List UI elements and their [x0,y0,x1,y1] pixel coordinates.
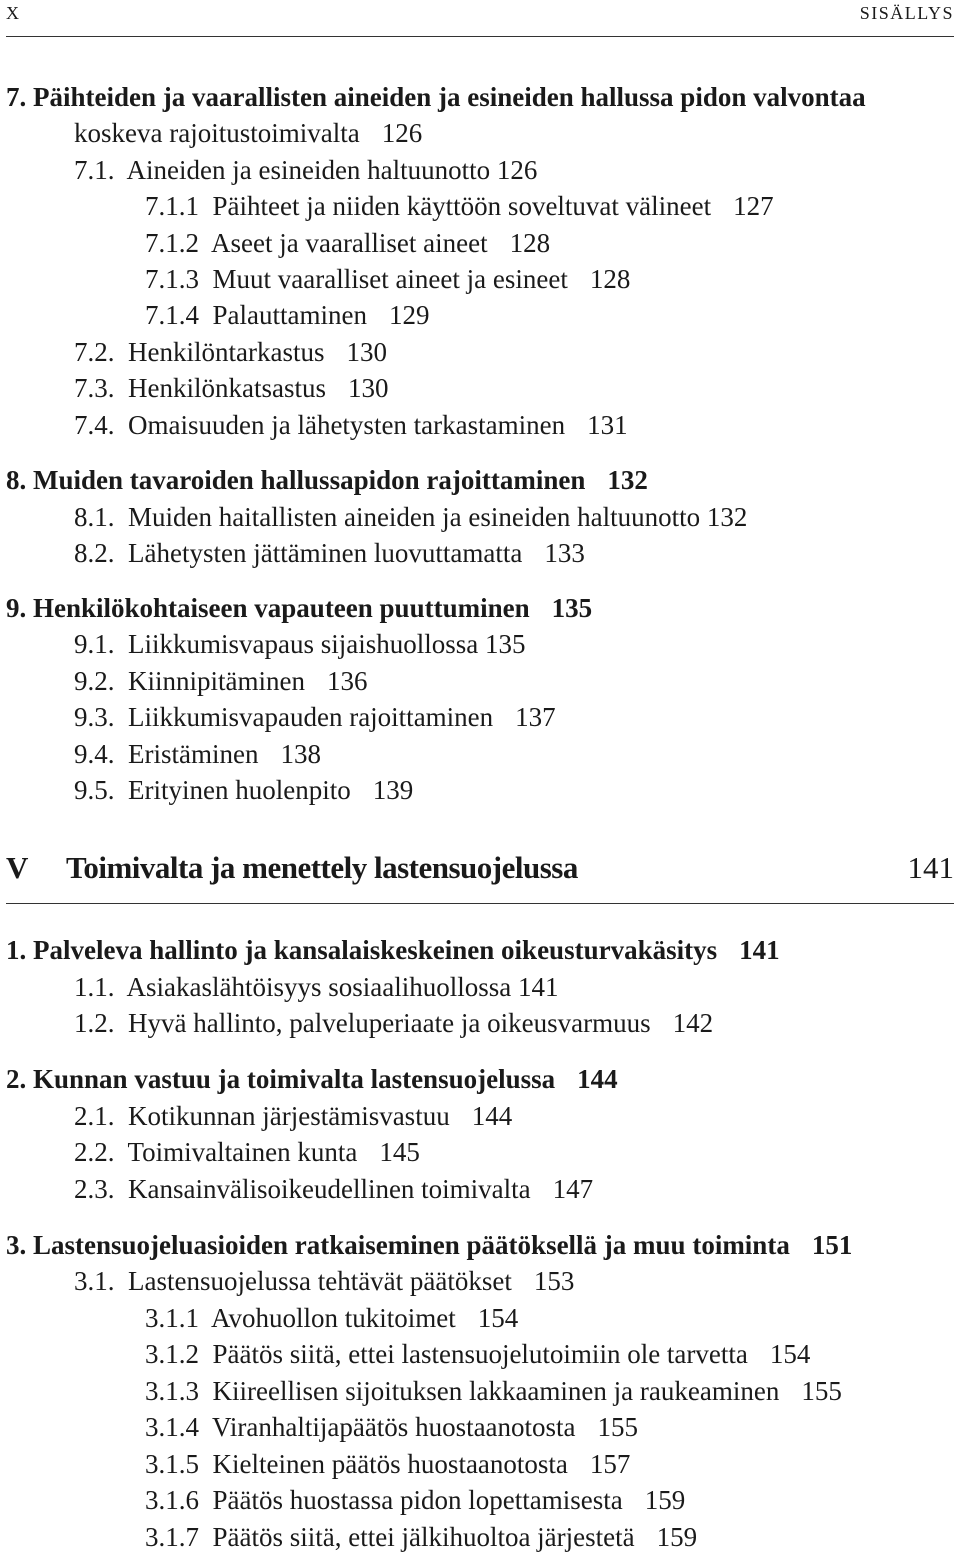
toc-entry [74,970,558,1004]
toc-entry-title: 3. Lastensuojeluasioiden ratkaiseminen päätöksellä ja muu toiminta [6,1230,790,1260]
toc-entry [145,189,774,223]
toc-entry-title: 2.1. Kotikunnan järjestämisvastuu [74,1101,450,1131]
toc-chapter-entry [6,463,648,497]
toc-entry-page: 144 [577,1064,618,1094]
toc-entry-page: 128 [589,264,631,294]
toc-entry-title: 3.1.3 Kiireellisen sijoituksen lakkaaminen ja raukeaminen [145,1376,780,1406]
part-number: V [6,850,29,885]
toc-entry-title: 3.1. Lastensuojelussa tehtävät päätökset [74,1266,512,1296]
toc-entry-title: 7.4. Omaisuuden ja lähetysten tarkastaminen [74,410,566,440]
toc-entry-title: 9.1. Liikkumisvapaus sijaishuollossa 135 [74,629,526,659]
toc-entry-title: 1. Palveleva hallinto ja kansalaiskeskeinen oikeusturvakäsitys [6,935,718,965]
toc-entry-title: 2.2. Toimivaltainen kunta [74,1137,358,1167]
toc-entry-page: 136 [326,666,368,696]
toc-entry-title: 3.1.1 Avohuollon tukitoimet [145,1303,456,1333]
toc-entry-title: 7. Päihteiden ja vaarallisten aineiden ja esineiden hallussa pidon valvontaa [6,82,866,112]
toc-entry-page: 127 [733,191,774,221]
toc-entry-title: 7.1.2 Aseet ja vaaralliset aineet [145,228,488,258]
toc-entry-page: 137 [515,702,556,732]
toc-entry-page: 159 [644,1485,686,1515]
part-page-number: 141 [907,850,954,885]
toc-entry-title: 7.1.1 Päihteet ja niiden käyttöön soveltuvat välineet [145,191,712,221]
toc-chapter-entry [6,933,780,967]
toc-entry-title: 7.1.4 Palauttaminen [145,300,367,330]
toc-entry-page: 153 [533,1266,575,1296]
running-head-left: X [6,3,21,23]
toc-entry-title: 8.2. Lähetysten jättäminen luovuttamatta [74,538,523,568]
toc-entry [74,116,422,150]
toc-entry-title: 7.1.3 Muut vaaralliset aineet ja esineet [145,264,568,294]
toc-entry-page: 130 [346,337,387,367]
toc-entry-page: 147 [552,1174,594,1204]
toc-entry [145,226,550,260]
toc-entry-page: 131 [587,410,628,440]
toc-entry-page: 138 [280,739,321,769]
toc-entry [74,1006,713,1040]
toc-chapter-entry [6,591,592,625]
toc-entry [145,1337,810,1371]
toc-entry [74,408,628,442]
toc-entry [145,1520,697,1554]
toc-entry-page: 135 [551,593,593,623]
toc-entry [74,335,387,369]
part-heading [6,850,954,890]
toc-entry [145,1374,842,1408]
toc-entry [74,500,747,534]
running-head-right: SISÄLLYS [859,3,954,23]
toc-entry [74,1135,420,1169]
toc-entry-title: 7.3. Henkilönkatsastus [74,373,326,403]
toc-entry [145,1483,685,1517]
toc-chapter-entry [6,1062,618,1096]
toc-entry-page: 154 [477,1303,519,1333]
toc-entry [145,1301,518,1335]
toc-chapter-entry [6,80,866,114]
toc-entry-page: 126 [381,118,423,148]
toc-entry-page: 129 [388,300,430,330]
toc-entry [74,536,585,570]
toc-entry-title: 7.1. Aineiden ja esineiden haltuunotto 126 [74,155,538,185]
toc-entry [74,1172,593,1206]
toc-entry [74,627,526,661]
toc-entry [74,1099,512,1133]
toc-entry-page: 145 [379,1137,420,1167]
toc-entry-page: 141 [739,935,780,965]
toc-entry-title: 2. Kunnan vastuu ja toimivalta lastensuojelussa [6,1064,556,1094]
toc-entry-title: 9.4. Eristäminen [74,739,259,769]
toc-chapter-entry [6,1228,852,1262]
toc-entry [145,262,630,296]
toc-entry-title: 1.1. Asiakaslähtöisyys sosiaalihuollossa 141 [74,972,559,1002]
toc-entry [74,153,537,187]
toc-entry-page: 159 [656,1522,698,1552]
toc-entry-page: 157 [589,1449,631,1479]
toc-entry [145,1447,630,1481]
toc-entry-title: 8.1. Muiden haitallisten aineiden ja esineiden haltuunotto 132 [74,502,748,532]
toc-entry-title: 3.1.2 Päätös siitä, ettei lastensuojelutoimiin ole tarvetta [145,1339,748,1369]
toc-entry [74,1264,574,1298]
part-rule [6,903,954,904]
toc-entry-title: 7.2. Henkilöntarkastus [74,337,325,367]
part-title: Toimivalta ja menettely lastensuojelussa [66,850,578,885]
toc-entry-title: 3.1.5 Kielteinen päätös huostaanotosta [145,1449,568,1479]
toc-entry-title: 2.3. Kansainvälisoikeudellinen toimivalta [74,1174,531,1204]
toc-entry-title: 9.3. Liikkumisvapauden rajoittaminen [74,702,494,732]
toc-entry-title: 8. Muiden tavaroiden hallussapidon rajoittaminen [6,465,586,495]
toc-entry-title: 9. Henkilökohtaiseen vapauteen puuttuminen [6,593,530,623]
toc-entry-title: 9.2. Kiinnipitäminen [74,666,305,696]
toc-entry-title: 3.1.4 Viranhaltijapäätös huostaanotosta [145,1412,576,1442]
toc-entry [74,737,321,771]
toc-entry-page: 139 [372,775,414,805]
toc-entry-page: 154 [769,1339,811,1369]
toc-entry [74,773,413,807]
toc-entry [74,700,556,734]
toc-entry [74,371,388,405]
toc-entry-title: 3.1.6 Päätös huostassa pidon lopettamisesta [145,1485,623,1515]
toc-entry-page: 151 [811,1230,853,1260]
toc-entry-page: 130 [347,373,389,403]
toc-entry-page: 144 [471,1101,513,1131]
toc-entry-page: 132 [607,465,648,495]
toc-entry-title: 1.2. Hyvä hallinto, palveluperiaate ja oikeusvarmuus [74,1008,651,1038]
toc-entry-title: 3.1.7 Päätös siitä, ettei jälkihuoltoa järjestetä [145,1522,635,1552]
toc-entry-page: 133 [544,538,585,568]
toc-entry-page: 142 [672,1008,714,1038]
toc-entry-page: 128 [509,228,551,258]
toc-entry [145,298,429,332]
toc-entry [74,664,367,698]
toc-entry-title: 9.5. Erityinen huolenpito [74,775,351,805]
toc-entry [145,1410,638,1444]
toc-entry-title: koskeva rajoitustoimivalta [74,118,360,148]
toc-entry-page: 155 [801,1376,842,1406]
toc-entry-page: 155 [597,1412,639,1442]
